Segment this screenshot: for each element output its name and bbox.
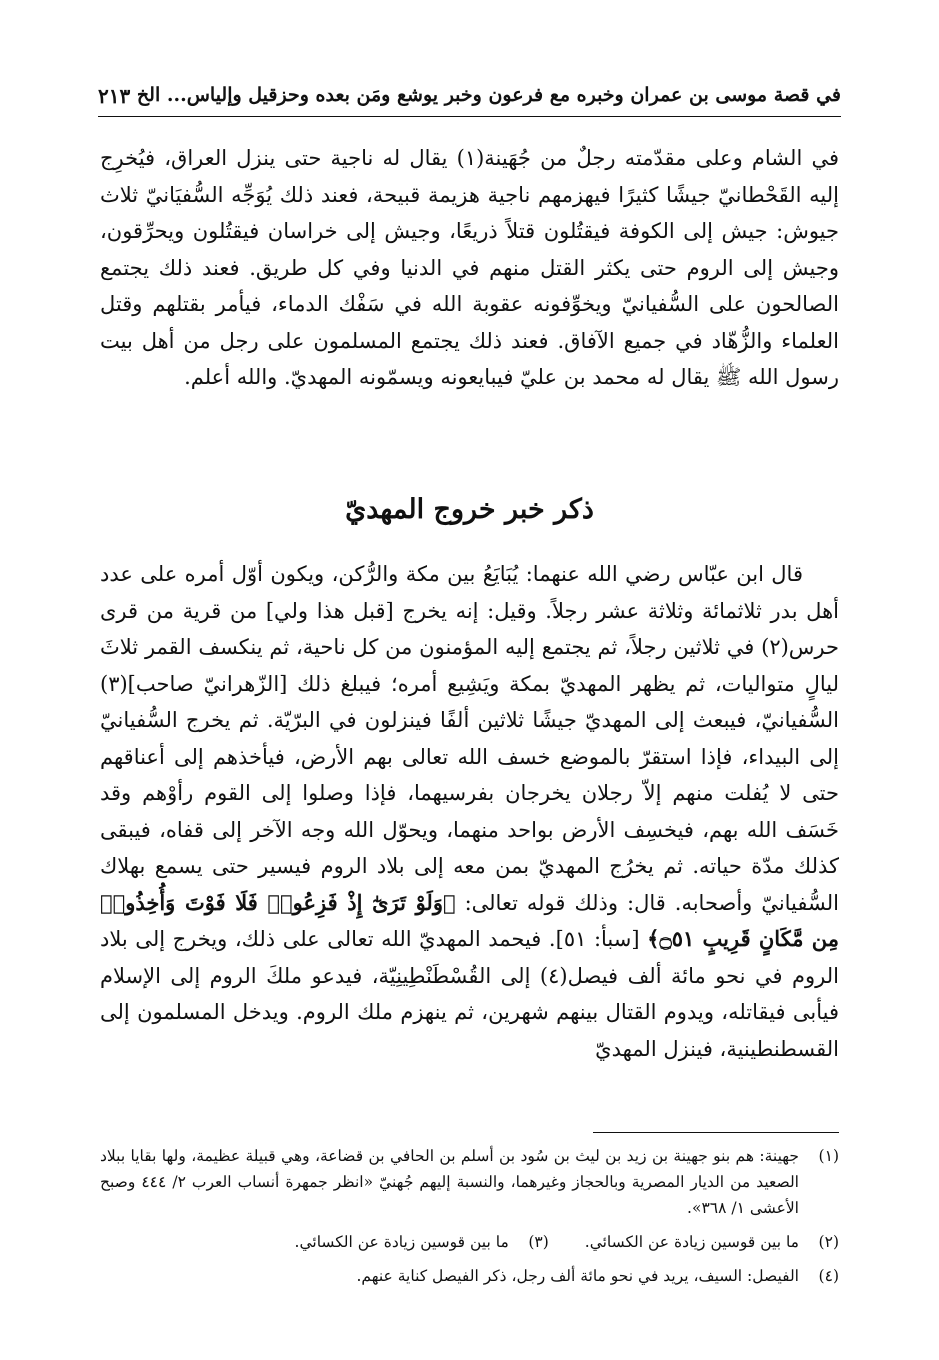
footnote-1	[100, 1143, 839, 1221]
footnote-text: جهينة: هم بنو جهينة بن زيد بن ليث بن سُود بن أسلم بن الحافي بن قضاعة، وهي قبيلة عظيمة، ولها بقايا ببلاد الصعيد من الديار المصرية وبالحجاز وغيرهما، والنسبة إليهم جُهنيّ «انظر جمهرة أنساب العرب ٢/ ٤٤٤ وصبح الأعشى ١/ ٣٦٨».	[100, 1147, 799, 1217]
footnote-text: الفيصل: السيف، يريد في نحو مائة ألف رجل، ذكر الفيصل كناية عنهم.	[356, 1267, 799, 1285]
footnote-2	[585, 1229, 839, 1255]
footnotes	[100, 1143, 839, 1297]
body-paragraph-1: في الشام وعلى مقدّمته رجلٌ من جُهَينة(١) يقال له ناجية حتى ينزل العراق، فيُخرِج إليه القَحْطانيّ جيشًا كثيرًا فيهزمهم ناجية هزيمة قبيحة، فعند ذلك يُوَجِّه السُّفيَانيّ ثلاث جيوش: جيش إلى الكوفة فيقتُلون قتلاً ذريعًا، وجيش إلى خراسان فيقتُلون ويحرِّقون، وجيش إلى الروم حتى يكثر القتل منهم في الدنيا وفي كل طريق. فعند ذلك يجتمع الصالحون على السُّفيانيّ ويخوِّفونه عقوبة الله في سَفْك الدماء، فيأمر بقتلهم وقتل العلماء والزُّهّاد في جميع الآفاق. فعند ذلك يجتمع المسلمون على رجل من أهل بيت رسول الله ﷺ يقال له محمد بن عليّ فيبايعونه ويسمّونه المهديّ. والله أعلم.	[100, 146, 839, 389]
footnote-text: ما بين قوسين زيادة عن الكسائي.	[294, 1233, 509, 1251]
footnote-4	[100, 1263, 839, 1289]
running-header	[98, 80, 841, 117]
paragraph-2-part-2: [سبأ: ٥١]. فيحمد المهديّ الله تعالى على ذلك، ويخرج إلى بلاد الروم في نحو مائة ألف فيصل(٤) إلى القُسْطَنْطِينِيّة، فيدعو ملكَ الروم إلى الإسلام فيأبى فيقاتله، ويدوم القتال بينهم شهرين، ثم ينهزم ملك الروم. ويدخل المسلمون إلى القسطنطينية، فينزل المهديّ	[100, 927, 839, 1061]
quran-verse: ﴿وَلَوْ تَرَىٰٓ إِذْ فَزِعُوا۟ فَلَا فَوْتَ وَأُخِذُوا۟ مِن مَّكَانٍ قَرِيبٍ ۝٥١﴾	[100, 889, 839, 951]
running-header-title: في قصة موسى بن عمران وخبره مع فرعون وخبر يوشع ومَن بعده وحزقيل وإلياس... الخ	[136, 84, 841, 106]
footnote-number: (١)	[818, 1147, 839, 1165]
paragraph-2-part-1: قال ابن عبّاس رضي الله عنهما: يُبَايَعُ بين مكة والرُّكن، ويكون أوّل أمره على عدد أهل بدر ثلاثمائة وثلاثة عشر رجلاً. وقيل: إنه يخرج [قبل هذا ولي] من قرية من قرى حرس(٢) في ثلاثين رجلاً، ثم يجتمع إليه المؤمنون من كل ناحية، ثم ينكسف القمر ثلاثَ ليالٍ متواليات، ثم يظهر المهديّ بمكة ويَشِيع أمره؛ فيبلغ ذلك [الزّهرانيّ صاحب](٣) السُّفيانيّ، فيبعث إلى المهديّ جيشًا ثلاثين ألفًا فينزلون في البرّيّة. ثم يخرج السُّفيانيّ إلى البيداء، فإذا استقرّ بالموضع خسف الله تعالى بهم الأرض، فيأخذهم إلى أعناقهم حتى لا يُفلت منهم إلاّ رجلان يخرجان بفرسيهما، فإذا وصلوا إلى القوم رأوْهم وقد خَسَف الله بهم، فيخسِف الأرض بواحد منهما، ويحوّل الله وجه الآخر إلى قفاه، فيبقى كذلك مدّة حياته. ثم يخرُج المهديّ بمن معه إلى بلاد الروم فيسير حتى يسمع بهلاك السُّفيانيّ وأصحابه. قال: وذلك قوله تعالى:	[100, 562, 839, 915]
footnote-number: (٣)	[528, 1233, 549, 1251]
footnote-row-2-3	[100, 1229, 839, 1255]
footnote-number: (٢)	[818, 1233, 839, 1251]
page-number: ٢١٣	[98, 84, 131, 108]
body-paragraph-2	[100, 556, 839, 1067]
footnote-text: ما بين قوسين زيادة عن الكسائي.	[584, 1233, 799, 1251]
section-heading: ذكر خبر خروج المهديّ	[345, 494, 594, 525]
footnote-3	[295, 1229, 549, 1255]
footnote-divider	[593, 1132, 839, 1133]
footnote-number: (٤)	[818, 1267, 839, 1285]
